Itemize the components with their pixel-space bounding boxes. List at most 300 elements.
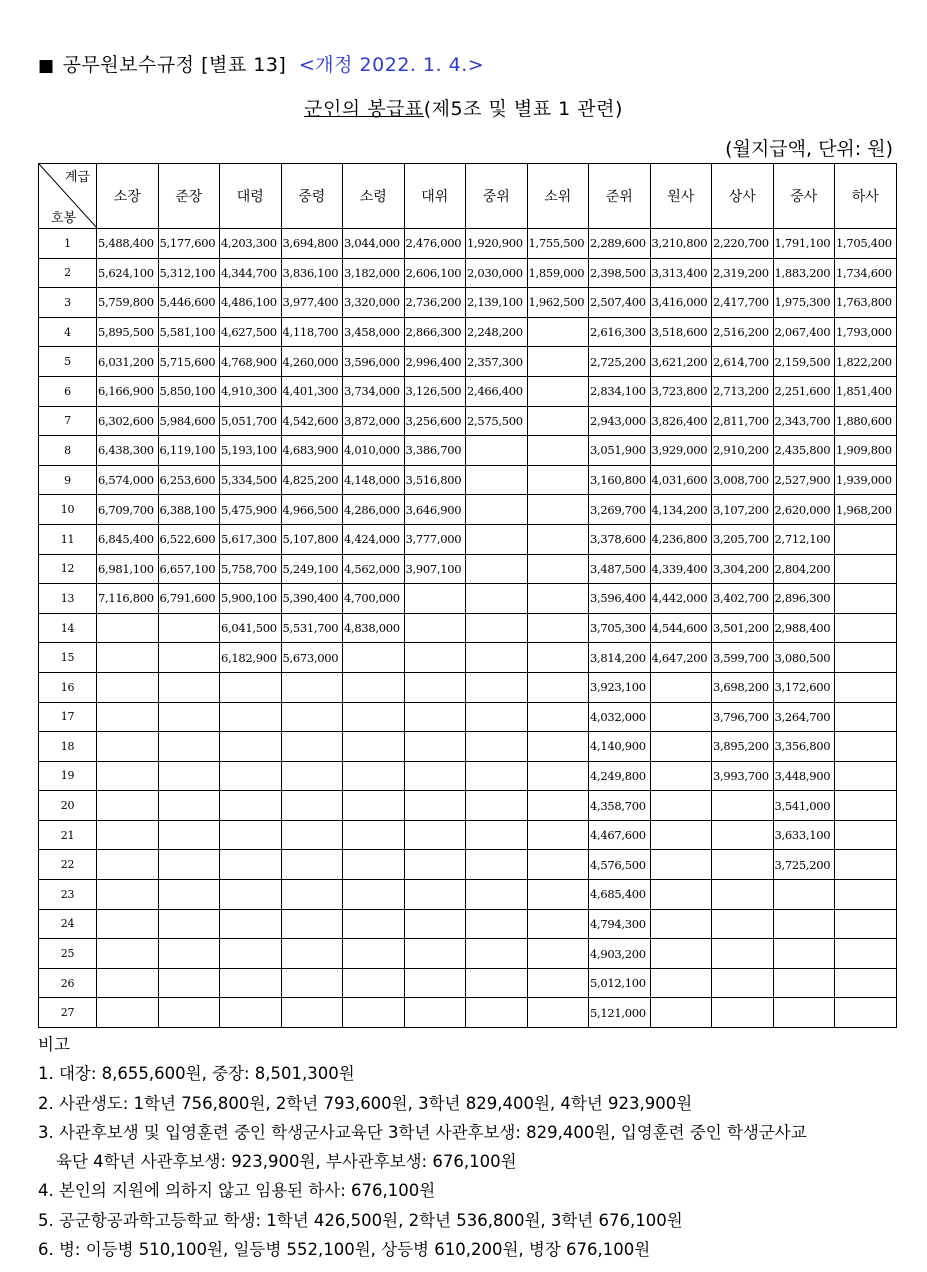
salary-cell: 3,923,100 xyxy=(589,672,651,702)
salary-cell xyxy=(650,998,712,1028)
salary-cell xyxy=(773,909,835,939)
salary-cell xyxy=(466,968,528,998)
salary-cell xyxy=(404,732,466,762)
salary-cell xyxy=(527,702,589,732)
salary-cell xyxy=(404,850,466,880)
salary-cell: 5,390,400 xyxy=(281,584,343,614)
salary-cell xyxy=(97,820,159,850)
salary-cell: 6,253,600 xyxy=(158,465,220,495)
salary-cell xyxy=(466,495,528,525)
salary-cell xyxy=(97,909,159,939)
salary-cell: 2,988,400 xyxy=(773,613,835,643)
salary-cell: 5,475,900 xyxy=(220,495,282,525)
salary-cell xyxy=(773,880,835,910)
salary-cell: 2,614,700 xyxy=(712,347,774,377)
salary-cell: 5,446,600 xyxy=(158,288,220,318)
step-cell: 6 xyxy=(39,376,97,406)
salary-cell: 1,793,000 xyxy=(835,317,897,347)
amendment-date: <개정 2022. 1. 4.> xyxy=(298,54,485,76)
salary-cell xyxy=(466,998,528,1028)
salary-cell xyxy=(527,820,589,850)
salary-cell: 4,838,000 xyxy=(343,613,405,643)
corner-cell xyxy=(39,164,97,229)
salary-cell xyxy=(527,968,589,998)
salary-cell xyxy=(158,909,220,939)
salary-cell: 3,356,800 xyxy=(773,732,835,762)
salary-cell: 4,260,000 xyxy=(281,347,343,377)
table-row xyxy=(39,850,897,880)
salary-table xyxy=(38,163,897,1028)
salary-cell: 5,312,100 xyxy=(158,258,220,288)
salary-cell xyxy=(527,643,589,673)
salary-cell xyxy=(220,939,282,969)
salary-cell xyxy=(466,909,528,939)
salary-cell: 3,977,400 xyxy=(281,288,343,318)
remark-item-continuation: 육단 4학년 사관후보생: 923,900원, 부사관후보생: 676,100원 xyxy=(56,1152,517,1172)
salary-cell: 4,542,600 xyxy=(281,406,343,436)
salary-cell: 3,487,500 xyxy=(589,554,651,584)
salary-cell: 2,516,200 xyxy=(712,317,774,347)
salary-cell: 3,264,700 xyxy=(773,702,835,732)
salary-cell: 3,777,000 xyxy=(404,524,466,554)
salary-cell: 3,044,000 xyxy=(343,229,405,259)
step-cell: 15 xyxy=(39,643,97,673)
salary-cell xyxy=(527,998,589,1028)
salary-cell xyxy=(343,791,405,821)
salary-cell xyxy=(158,672,220,702)
salary-cell xyxy=(466,584,528,614)
salary-cell: 3,993,700 xyxy=(712,761,774,791)
salary-cell: 1,880,600 xyxy=(835,406,897,436)
salary-cell xyxy=(650,939,712,969)
salary-cell xyxy=(527,584,589,614)
salary-cell: 4,236,800 xyxy=(650,524,712,554)
salary-cell: 3,826,400 xyxy=(650,406,712,436)
step-cell: 2 xyxy=(39,258,97,288)
salary-cell: 3,126,500 xyxy=(404,376,466,406)
salary-cell: 4,825,200 xyxy=(281,465,343,495)
salary-cell xyxy=(404,968,466,998)
table-row xyxy=(39,229,897,259)
salary-cell xyxy=(712,850,774,880)
salary-cell xyxy=(281,820,343,850)
table-row xyxy=(39,702,897,732)
salary-cell xyxy=(97,672,159,702)
salary-cell: 6,166,900 xyxy=(97,376,159,406)
salary-cell xyxy=(712,909,774,939)
rank-header: 하사 xyxy=(835,164,897,229)
salary-cell: 4,134,200 xyxy=(650,495,712,525)
salary-cell: 4,203,300 xyxy=(220,229,282,259)
salary-cell xyxy=(835,554,897,584)
salary-cell xyxy=(650,820,712,850)
salary-cell: 7,116,800 xyxy=(97,584,159,614)
salary-cell xyxy=(158,968,220,998)
salary-cell xyxy=(527,554,589,584)
salary-cell: 5,895,500 xyxy=(97,317,159,347)
salary-cell: 3,448,900 xyxy=(773,761,835,791)
salary-cell xyxy=(712,998,774,1028)
salary-cell xyxy=(835,584,897,614)
rank-header: 준장 xyxy=(158,164,220,229)
corner-step-label: 호봉 xyxy=(51,211,77,226)
salary-cell: 1,883,200 xyxy=(773,258,835,288)
salary-cell xyxy=(835,672,897,702)
salary-cell: 3,172,600 xyxy=(773,672,835,702)
table-row xyxy=(39,939,897,969)
salary-cell xyxy=(835,732,897,762)
salary-cell: 4,358,700 xyxy=(589,791,651,821)
salary-cell: 3,596,400 xyxy=(589,584,651,614)
salary-cell: 3,080,500 xyxy=(773,643,835,673)
salary-cell xyxy=(835,939,897,969)
salary-cell xyxy=(220,791,282,821)
table-row xyxy=(39,968,897,998)
salary-cell xyxy=(404,939,466,969)
salary-cell: 2,527,900 xyxy=(773,465,835,495)
salary-cell xyxy=(281,998,343,1028)
salary-cell xyxy=(158,702,220,732)
salary-cell xyxy=(404,643,466,673)
salary-cell: 2,466,400 xyxy=(466,376,528,406)
salary-cell: 2,943,000 xyxy=(589,406,651,436)
salary-cell: 3,895,200 xyxy=(712,732,774,762)
salary-cell: 4,794,300 xyxy=(589,909,651,939)
salary-cell: 4,401,300 xyxy=(281,376,343,406)
salary-cell: 6,522,600 xyxy=(158,524,220,554)
salary-cell: 2,251,600 xyxy=(773,376,835,406)
salary-cell xyxy=(97,880,159,910)
salary-cell: 5,249,100 xyxy=(281,554,343,584)
salary-cell xyxy=(281,672,343,702)
salary-cell xyxy=(527,317,589,347)
salary-cell: 5,850,100 xyxy=(158,376,220,406)
salary-cell xyxy=(527,791,589,821)
salary-cell xyxy=(220,672,282,702)
salary-cell: 4,700,000 xyxy=(343,584,405,614)
table-row xyxy=(39,436,897,466)
salary-cell xyxy=(527,672,589,702)
salary-cell xyxy=(343,850,405,880)
rank-header: 준위 xyxy=(589,164,651,229)
salary-cell xyxy=(773,968,835,998)
step-cell: 21 xyxy=(39,820,97,850)
step-cell: 23 xyxy=(39,880,97,910)
salary-cell xyxy=(281,732,343,762)
page-title xyxy=(0,94,927,121)
salary-cell: 3,256,600 xyxy=(404,406,466,436)
salary-cell xyxy=(650,968,712,998)
salary-cell: 3,518,600 xyxy=(650,317,712,347)
salary-cell xyxy=(650,732,712,762)
salary-cell: 5,715,600 xyxy=(158,347,220,377)
remark-item: 6. 병: 이등병 510,100원, 일등병 552,100원, 상등병 610,200원, 병장 676,100원 xyxy=(38,1240,651,1260)
step-cell: 10 xyxy=(39,495,97,525)
salary-cell: 3,051,900 xyxy=(589,436,651,466)
salary-cell: 1,822,200 xyxy=(835,347,897,377)
salary-cell: 5,673,000 xyxy=(281,643,343,673)
salary-cell: 3,705,300 xyxy=(589,613,651,643)
step-cell: 7 xyxy=(39,406,97,436)
salary-cell xyxy=(220,732,282,762)
salary-cell xyxy=(281,968,343,998)
salary-cell: 6,574,000 xyxy=(97,465,159,495)
rank-header: 상사 xyxy=(712,164,774,229)
salary-cell: 5,193,100 xyxy=(220,436,282,466)
salary-cell: 1,791,100 xyxy=(773,229,835,259)
salary-cell: 3,269,700 xyxy=(589,495,651,525)
salary-cell xyxy=(712,820,774,850)
salary-cell: 2,712,100 xyxy=(773,524,835,554)
salary-cell xyxy=(466,850,528,880)
salary-cell xyxy=(343,968,405,998)
salary-cell xyxy=(527,376,589,406)
salary-cell xyxy=(281,939,343,969)
salary-cell xyxy=(404,998,466,1028)
salary-cell: 2,834,100 xyxy=(589,376,651,406)
salary-cell xyxy=(527,613,589,643)
salary-cell xyxy=(466,761,528,791)
salary-cell: 6,041,500 xyxy=(220,613,282,643)
remarks xyxy=(38,1030,903,1264)
salary-cell: 6,119,100 xyxy=(158,436,220,466)
salary-cell: 1,705,400 xyxy=(835,229,897,259)
step-cell: 19 xyxy=(39,761,97,791)
salary-cell xyxy=(527,850,589,880)
rank-header: 대위 xyxy=(404,164,466,229)
salary-cell xyxy=(527,909,589,939)
salary-cell: 3,160,800 xyxy=(589,465,651,495)
salary-cell: 3,320,000 xyxy=(343,288,405,318)
step-cell: 11 xyxy=(39,524,97,554)
rank-header: 중사 xyxy=(773,164,835,229)
table-row xyxy=(39,909,897,939)
salary-cell: 2,575,500 xyxy=(466,406,528,436)
salary-cell: 4,562,000 xyxy=(343,554,405,584)
salary-cell: 5,121,000 xyxy=(589,998,651,1028)
table-row xyxy=(39,880,897,910)
salary-cell: 1,939,000 xyxy=(835,465,897,495)
salary-cell: 3,796,700 xyxy=(712,702,774,732)
salary-cell: 4,683,900 xyxy=(281,436,343,466)
salary-cell: 5,984,600 xyxy=(158,406,220,436)
salary-cell: 3,416,000 xyxy=(650,288,712,318)
salary-cell xyxy=(97,732,159,762)
salary-cell: 6,845,400 xyxy=(97,524,159,554)
step-cell: 26 xyxy=(39,968,97,998)
salary-cell: 6,302,600 xyxy=(97,406,159,436)
step-cell: 12 xyxy=(39,554,97,584)
salary-cell xyxy=(343,672,405,702)
regulation-header xyxy=(38,50,484,77)
salary-cell xyxy=(343,732,405,762)
salary-cell: 3,205,700 xyxy=(712,524,774,554)
salary-cell: 6,981,100 xyxy=(97,554,159,584)
remark-item: 5. 공군항공과학고등학교 학생: 1학년 426,500원, 2학년 536,800원, 3학년 676,100원 xyxy=(38,1210,683,1230)
salary-cell xyxy=(527,761,589,791)
salary-cell: 2,996,400 xyxy=(404,347,466,377)
salary-cell: 5,334,500 xyxy=(220,465,282,495)
salary-cell: 1,851,400 xyxy=(835,376,897,406)
salary-cell: 6,791,600 xyxy=(158,584,220,614)
salary-cell xyxy=(281,702,343,732)
step-cell: 1 xyxy=(39,229,97,259)
salary-cell xyxy=(158,850,220,880)
salary-cell: 5,758,700 xyxy=(220,554,282,584)
rank-header: 소장 xyxy=(97,164,159,229)
salary-cell xyxy=(527,495,589,525)
salary-cell xyxy=(220,998,282,1028)
step-cell: 18 xyxy=(39,732,97,762)
salary-cell xyxy=(466,732,528,762)
rank-header: 원사 xyxy=(650,164,712,229)
salary-cell: 2,811,700 xyxy=(712,406,774,436)
step-cell: 24 xyxy=(39,909,97,939)
salary-cell: 3,008,700 xyxy=(712,465,774,495)
salary-cell xyxy=(404,613,466,643)
salary-cell: 1,859,000 xyxy=(527,258,589,288)
salary-cell xyxy=(343,820,405,850)
salary-cell: 4,910,300 xyxy=(220,376,282,406)
salary-cell: 4,467,600 xyxy=(589,820,651,850)
step-cell: 22 xyxy=(39,850,97,880)
salary-cell: 2,616,300 xyxy=(589,317,651,347)
table-row xyxy=(39,347,897,377)
salary-cell xyxy=(835,613,897,643)
salary-cell xyxy=(343,702,405,732)
salary-cell: 4,544,600 xyxy=(650,613,712,643)
salary-cell: 2,398,500 xyxy=(589,258,651,288)
table-row xyxy=(39,761,897,791)
salary-cell: 3,304,200 xyxy=(712,554,774,584)
salary-cell: 2,067,400 xyxy=(773,317,835,347)
step-cell: 13 xyxy=(39,584,97,614)
salary-cell xyxy=(773,939,835,969)
table-row xyxy=(39,584,897,614)
table-row xyxy=(39,524,897,554)
salary-cell: 1,734,600 xyxy=(835,258,897,288)
salary-cell: 3,929,000 xyxy=(650,436,712,466)
salary-cell xyxy=(835,761,897,791)
salary-cell: 4,344,700 xyxy=(220,258,282,288)
salary-cell xyxy=(835,998,897,1028)
salary-cell: 2,866,300 xyxy=(404,317,466,347)
table-row xyxy=(39,406,897,436)
salary-cell xyxy=(404,761,466,791)
salary-cell: 2,620,000 xyxy=(773,495,835,525)
table-body xyxy=(39,229,897,1028)
salary-cell: 6,388,100 xyxy=(158,495,220,525)
salary-cell: 4,442,000 xyxy=(650,584,712,614)
salary-cell: 3,836,100 xyxy=(281,258,343,288)
step-cell: 5 xyxy=(39,347,97,377)
salary-cell xyxy=(158,880,220,910)
salary-cell xyxy=(835,643,897,673)
step-cell: 27 xyxy=(39,998,97,1028)
salary-cell: 2,159,500 xyxy=(773,347,835,377)
salary-cell xyxy=(220,850,282,880)
salary-cell: 2,606,100 xyxy=(404,258,466,288)
remark-item: 1. 대장: 8,655,600원, 중장: 8,501,300원 xyxy=(38,1064,355,1084)
salary-cell xyxy=(835,968,897,998)
salary-cell xyxy=(404,880,466,910)
step-cell: 25 xyxy=(39,939,97,969)
salary-cell: 5,581,100 xyxy=(158,317,220,347)
remark-item: 2. 사관생도: 1학년 756,800원, 2학년 793,600원, 3학년 829,400원, 4학년 923,900원 xyxy=(38,1093,693,1113)
salary-cell: 3,501,200 xyxy=(712,613,774,643)
salary-cell xyxy=(650,850,712,880)
salary-cell: 2,220,700 xyxy=(712,229,774,259)
salary-cell: 6,709,700 xyxy=(97,495,159,525)
salary-cell: 4,032,000 xyxy=(589,702,651,732)
salary-cell: 2,139,100 xyxy=(466,288,528,318)
salary-cell: 3,872,000 xyxy=(343,406,405,436)
salary-cell: 2,343,700 xyxy=(773,406,835,436)
salary-cell: 4,903,200 xyxy=(589,939,651,969)
salary-cell: 4,966,500 xyxy=(281,495,343,525)
salary-cell: 4,424,000 xyxy=(343,524,405,554)
salary-cell xyxy=(404,584,466,614)
rank-header: 중령 xyxy=(281,164,343,229)
salary-cell xyxy=(281,909,343,939)
salary-cell xyxy=(158,820,220,850)
salary-cell: 5,531,700 xyxy=(281,613,343,643)
salary-cell xyxy=(527,465,589,495)
salary-cell xyxy=(281,850,343,880)
salary-cell xyxy=(281,880,343,910)
salary-cell: 3,694,800 xyxy=(281,229,343,259)
salary-cell: 4,685,400 xyxy=(589,880,651,910)
salary-cell xyxy=(97,998,159,1028)
salary-cell xyxy=(97,850,159,880)
salary-cell xyxy=(712,880,774,910)
salary-cell: 3,516,800 xyxy=(404,465,466,495)
salary-cell: 4,486,100 xyxy=(220,288,282,318)
table-row xyxy=(39,495,897,525)
salary-cell: 1,755,500 xyxy=(527,229,589,259)
salary-cell xyxy=(97,613,159,643)
salary-cell: 5,488,400 xyxy=(97,229,159,259)
salary-cell: 2,896,300 xyxy=(773,584,835,614)
salary-cell: 3,596,000 xyxy=(343,347,405,377)
regulation-title: 공무원보수규정 [별표 13] xyxy=(62,54,287,76)
remarks-heading: 비고 xyxy=(38,1035,70,1054)
salary-cell xyxy=(527,939,589,969)
salary-cell xyxy=(97,761,159,791)
salary-cell xyxy=(281,791,343,821)
salary-cell: 3,378,600 xyxy=(589,524,651,554)
salary-cell: 4,148,000 xyxy=(343,465,405,495)
rank-header: 소령 xyxy=(343,164,405,229)
salary-cell: 2,030,000 xyxy=(466,258,528,288)
salary-cell xyxy=(835,702,897,732)
salary-cell xyxy=(650,880,712,910)
salary-cell: 3,541,000 xyxy=(773,791,835,821)
salary-cell: 2,289,600 xyxy=(589,229,651,259)
salary-cell xyxy=(527,524,589,554)
salary-cell: 2,417,700 xyxy=(712,288,774,318)
salary-cell xyxy=(712,791,774,821)
salary-cell: 2,725,200 xyxy=(589,347,651,377)
salary-cell: 3,734,000 xyxy=(343,376,405,406)
salary-cell: 3,907,100 xyxy=(404,554,466,584)
salary-cell: 1,968,200 xyxy=(835,495,897,525)
square-bullet-icon: ■ xyxy=(38,56,55,76)
table-row xyxy=(39,732,897,762)
salary-cell: 3,633,100 xyxy=(773,820,835,850)
salary-cell xyxy=(158,761,220,791)
step-cell: 4 xyxy=(39,317,97,347)
